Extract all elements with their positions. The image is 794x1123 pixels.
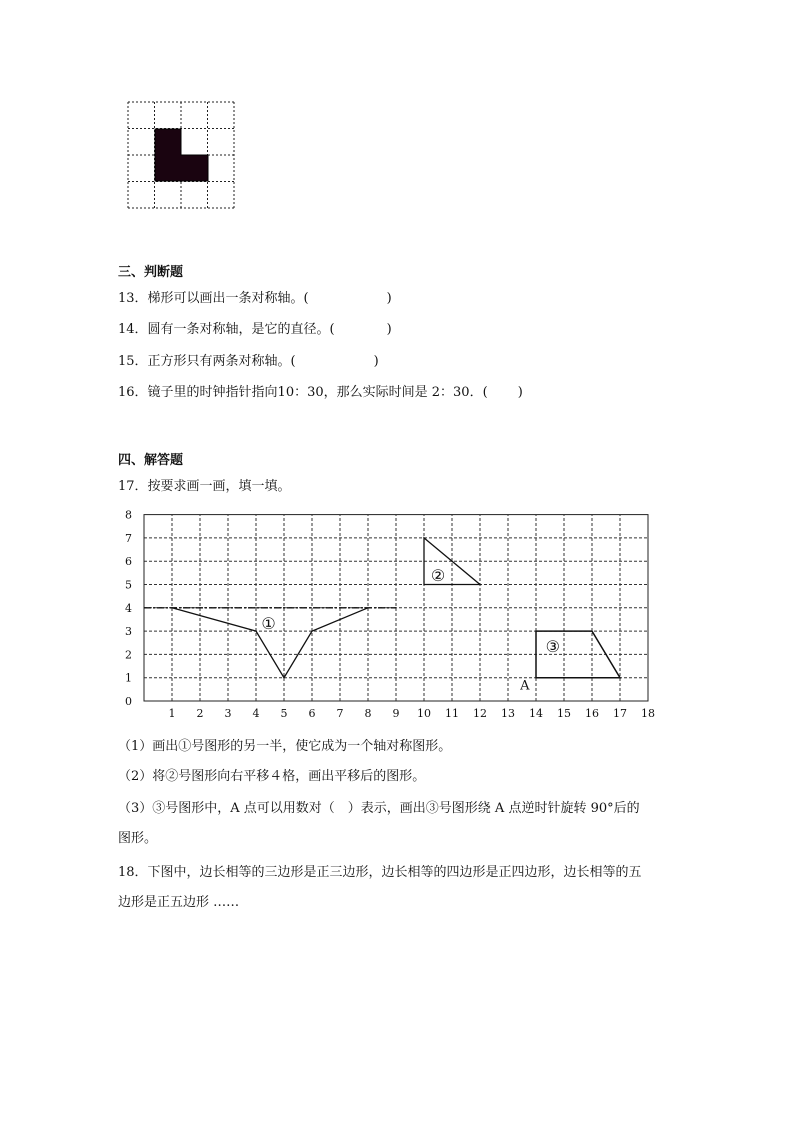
question-15: 15．正方形只有两条对称轴。( ) [118, 354, 379, 369]
question-18-line-2: 边形是正五边形 …… [118, 895, 240, 910]
x-tick-label: 8 [364, 707, 372, 720]
x-tick-label: 11 [445, 707, 459, 720]
x-tick-label: 1 [168, 707, 176, 720]
question-17-part-1: （1）画出①号图形的另一半，使它成为一个轴对称图形。 [118, 739, 452, 754]
x-tick-label: 13 [501, 707, 515, 720]
x-tick-label: 10 [417, 707, 431, 720]
question-14: 14．圆有一条对称轴，是它的直径。( ) [118, 322, 392, 337]
question-16: 16．镜子里的时钟指针指向10：30，那么实际时间是 2：30．( ) [118, 385, 523, 400]
x-tick-label: 15 [557, 707, 571, 720]
y-tick-label: 2 [125, 648, 132, 662]
y-tick-label: 3 [125, 625, 132, 639]
x-tick-label: 9 [392, 707, 400, 720]
point-a-label: A [520, 678, 530, 694]
question-18-line-1: 18．下图中，边长相等的三边形是正三边形，边长相等的四边形是正四边形，边长相等的五 [118, 865, 642, 880]
l-shape-grid-figure [127, 101, 237, 211]
question-17-part-2: （2）将②号图形向右平移４格，画出平移后的图形。 [118, 769, 426, 784]
question-17-part-3: （3）③号图形中，A 点可以用数对（ ）表示，画出③号图形绕 A 点逆时针旋转 90°后的 [118, 801, 640, 816]
section4-heading: 四、解答题 [118, 453, 184, 468]
x-tick-label: 5 [280, 707, 288, 720]
x-tick-label: 12 [473, 707, 487, 720]
shape-3-label: ③ [545, 637, 560, 657]
question-17-title: 17．按要求画一画，填一填。 [118, 479, 291, 494]
coordinate-grid-figure [110, 505, 670, 727]
x-tick-label: 16 [585, 707, 599, 720]
y-tick-label: 7 [125, 531, 132, 545]
shape-1-label: ① [261, 613, 276, 633]
x-tick-label: 7 [336, 707, 344, 720]
y-tick-label: 6 [125, 555, 132, 569]
x-tick-label: 6 [308, 707, 316, 720]
x-tick-label: 18 [641, 707, 655, 720]
x-tick-label: 2 [196, 707, 204, 720]
y-tick-label: 8 [125, 508, 132, 522]
x-tick-label: 4 [252, 707, 260, 720]
y-tick-label: 1 [125, 671, 132, 685]
y-tick-label: 4 [125, 601, 132, 615]
question-13: 13．梯形可以画出一条对称轴。( ) [118, 291, 392, 306]
l-shape [155, 129, 208, 181]
x-tick-label: 3 [224, 707, 232, 720]
x-tick-label: 14 [529, 707, 543, 720]
question-17-part-3-cont: 图形。 [118, 831, 158, 846]
y-tick-label: 0 [125, 695, 132, 708]
shape-2-label: ② [430, 566, 446, 586]
section3-heading: 三、判断题 [118, 265, 184, 280]
y-tick-label: 5 [125, 578, 132, 592]
x-tick-label: 17 [613, 707, 627, 720]
